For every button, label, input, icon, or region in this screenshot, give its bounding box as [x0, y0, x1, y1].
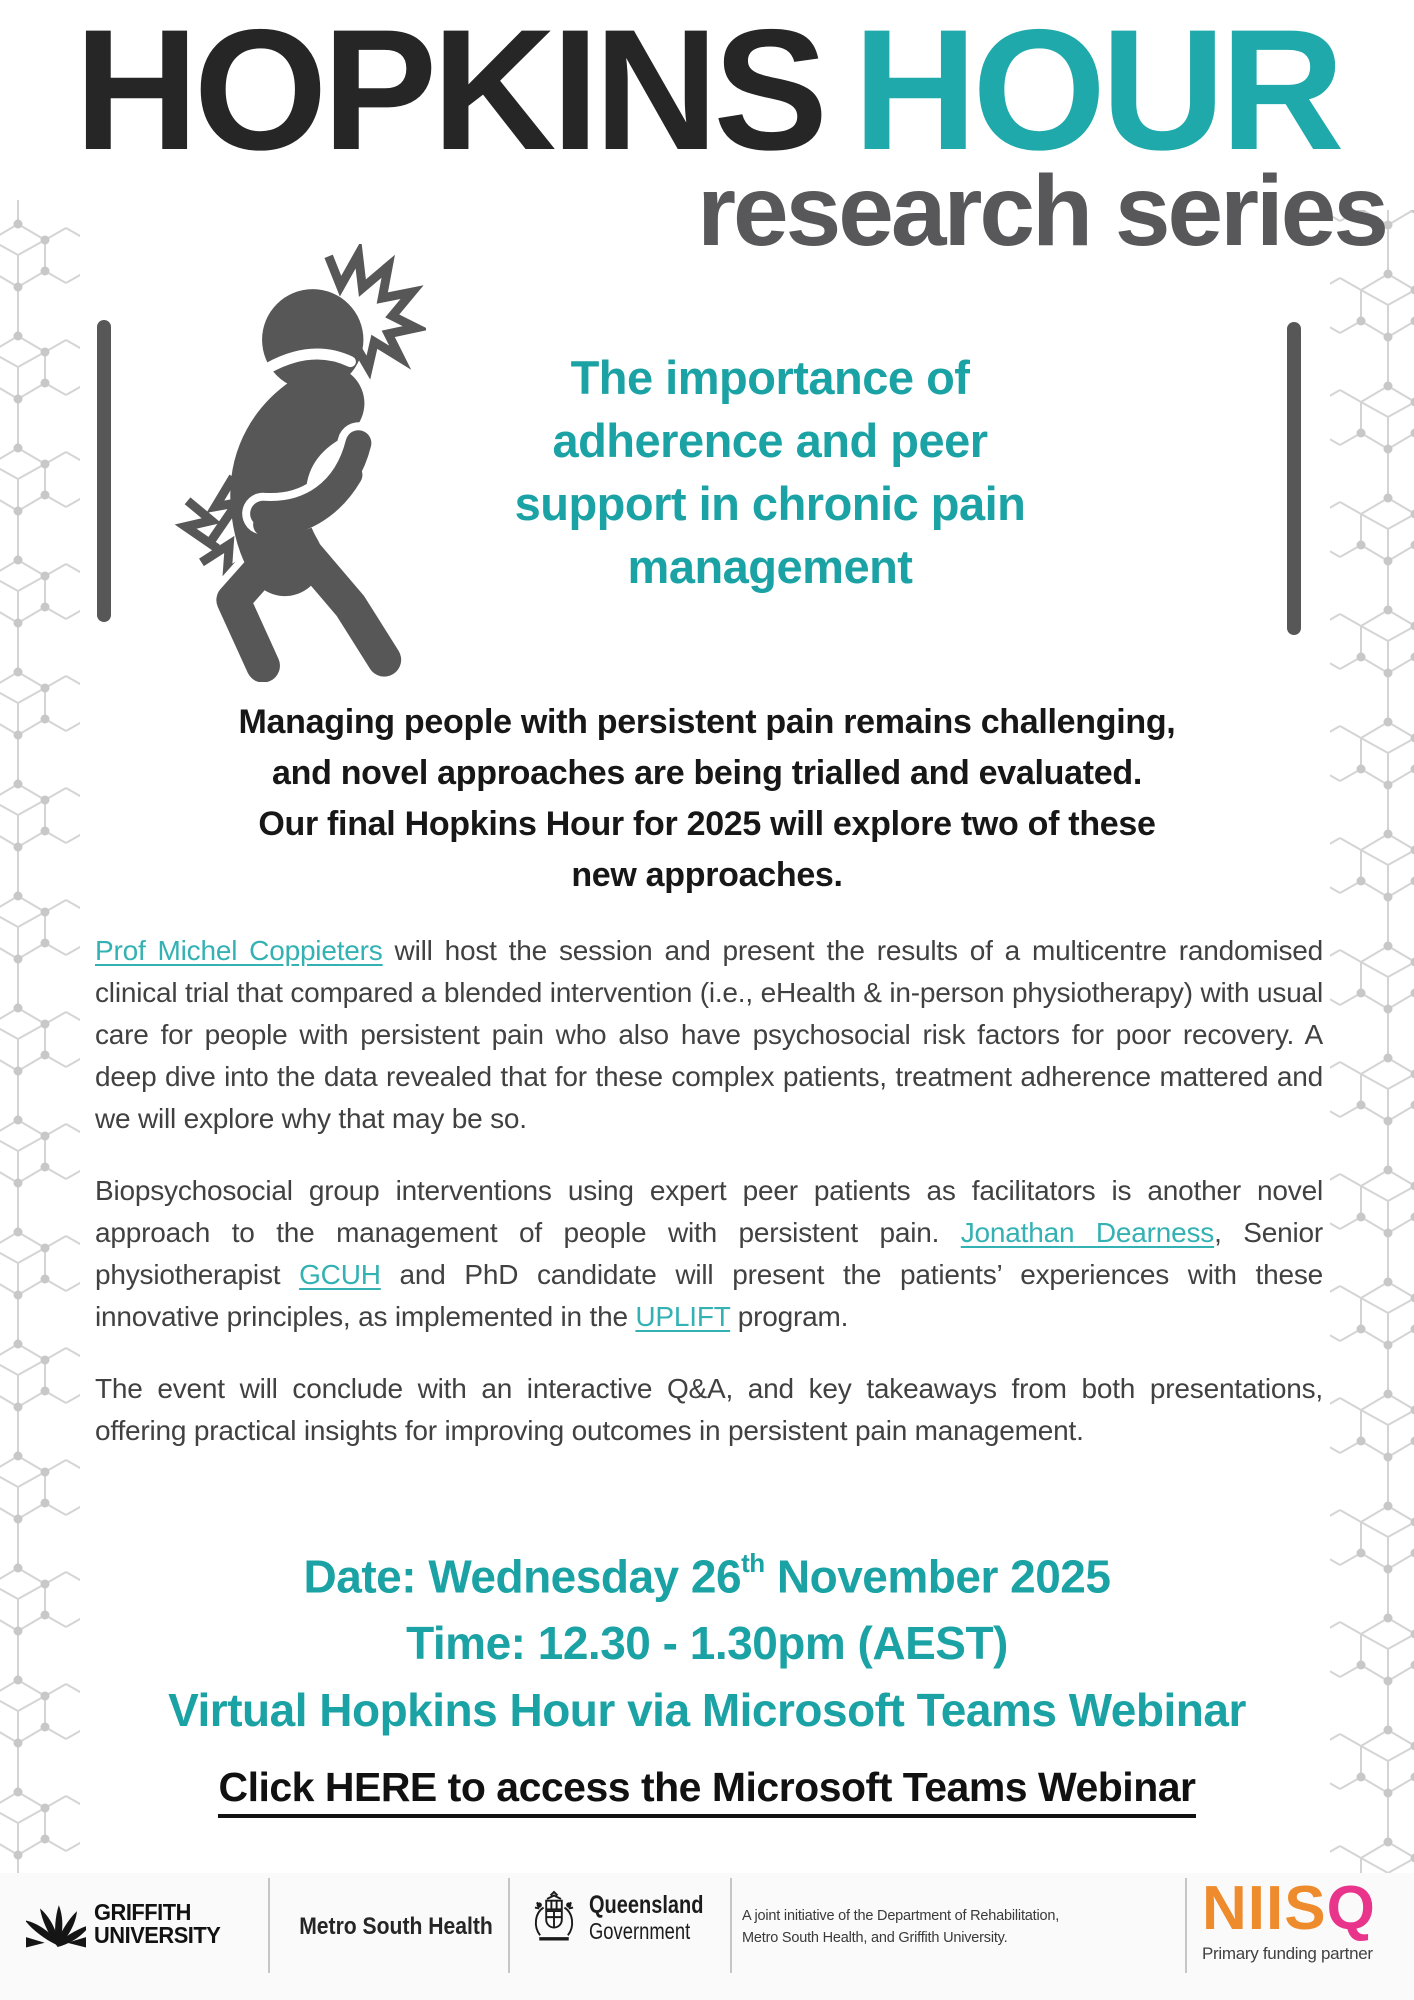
date-ordinal: th [741, 1548, 765, 1578]
heading-line: adherence and peer [552, 414, 988, 467]
event-venue: Virtual Hopkins Hour via Microsoft Teams Webinar [168, 1684, 1246, 1737]
heading-line: support in chronic pain [514, 477, 1026, 530]
event-time: Time: 12.30 - 1.30pm (AEST) [406, 1617, 1008, 1670]
niisq-tagline: Primary funding partner [1202, 1944, 1373, 1963]
paragraph-text: The event will conclude with an interactive Q&A, and key takeaways from both presentations, offering practical insights for improving outcomes in persistent pain management. [95, 1373, 1323, 1446]
intro-line: Our final Hopkins Hour for 2025 will explore two of these [258, 805, 1156, 843]
griffith-wordmark: GRIFFITH UNIVERSITY [94, 1899, 221, 1948]
heading-line: management [627, 540, 913, 593]
footer-divider [730, 1878, 732, 1973]
paragraph-text: will host the session and present the results of a multicentre randomised clinical trial that compared a blended intervention (i.e., eHealth & in-person physiotherapy) with usual care for people with persistent pain who also have psychosocial risk factors for poor recovery. A deep dive into the data revealed that for these complex patients, treatment adherence mattered and we will explore why that may be so. [95, 935, 1324, 1134]
cta-row [0, 1764, 1414, 1818]
joint-initiative-text: A joint initiative of the Department of Rehabilitation, Metro South Health, and Griffith University. [742, 1908, 1060, 1946]
queensland-government-logo [528, 1887, 732, 1949]
paragraph-text: Biopsychosocial group interventions using expert peer patients as facilitators is another novel approach to the management of people with persistent pain. [95, 1175, 1323, 1248]
metro-south-health-logo: Metro South Health [299, 1913, 493, 1940]
queensland-coat-of-arms-icon [528, 1887, 580, 1949]
body-paragraph [95, 930, 1323, 1140]
person-in-pain-icon [118, 244, 426, 682]
body-copy [95, 930, 1323, 1482]
event-date: Date: Wednesday 26th November 2025 [303, 1548, 1111, 1603]
intro-line: and novel approaches are being trialled and evaluated. [272, 754, 1142, 792]
body-paragraph [95, 1170, 1323, 1338]
inline-link[interactable]: Jonathan Dearness [960, 1217, 1215, 1248]
event-details [0, 1534, 1414, 1744]
paragraph-text: , Senior physiotherapist [95, 1217, 1323, 1290]
inline-link[interactable]: UPLIFT [635, 1301, 731, 1332]
griffith-fan-icon [26, 1895, 86, 1953]
footer-divider [508, 1878, 510, 1973]
intro-line: Managing people with persistent pain remains challenging, [238, 703, 1176, 741]
footer-divider [1185, 1878, 1187, 1973]
event-heading [400, 346, 1140, 598]
body-paragraph [95, 1368, 1323, 1452]
title-hour: HOUR [853, 0, 1340, 186]
heading-line: The importance of [570, 351, 970, 404]
inline-link[interactable]: GCUH [299, 1259, 381, 1290]
teams-webinar-link[interactable]: Click HERE to access the Microsoft Teams Webinar [218, 1764, 1195, 1818]
left-accent-bar [97, 320, 111, 622]
queensland-wordmark: Queensland Government [589, 1891, 704, 1944]
paragraph-text: and PhD candidate will present the patients’ experiences with these innovative principles, as implemented in the [95, 1259, 1323, 1332]
page-title [0, 0, 1414, 186]
niisq-wordmark: NIISQ [1202, 1874, 1376, 1943]
intro-statement [40, 697, 1374, 901]
page-subtitle: research series [697, 155, 1386, 267]
griffith-university-logo [26, 1895, 227, 1953]
paragraph-text: program. [730, 1301, 849, 1332]
title-hopkins: HOPKINS [74, 0, 824, 186]
footer-divider [268, 1878, 270, 1973]
right-accent-bar [1287, 322, 1301, 635]
intro-line: new approaches. [571, 856, 843, 894]
niisq-logo [1202, 1874, 1407, 1964]
footer-logo-band [0, 1873, 1414, 2000]
inline-link[interactable]: Prof Michel Coppieters [95, 935, 383, 966]
